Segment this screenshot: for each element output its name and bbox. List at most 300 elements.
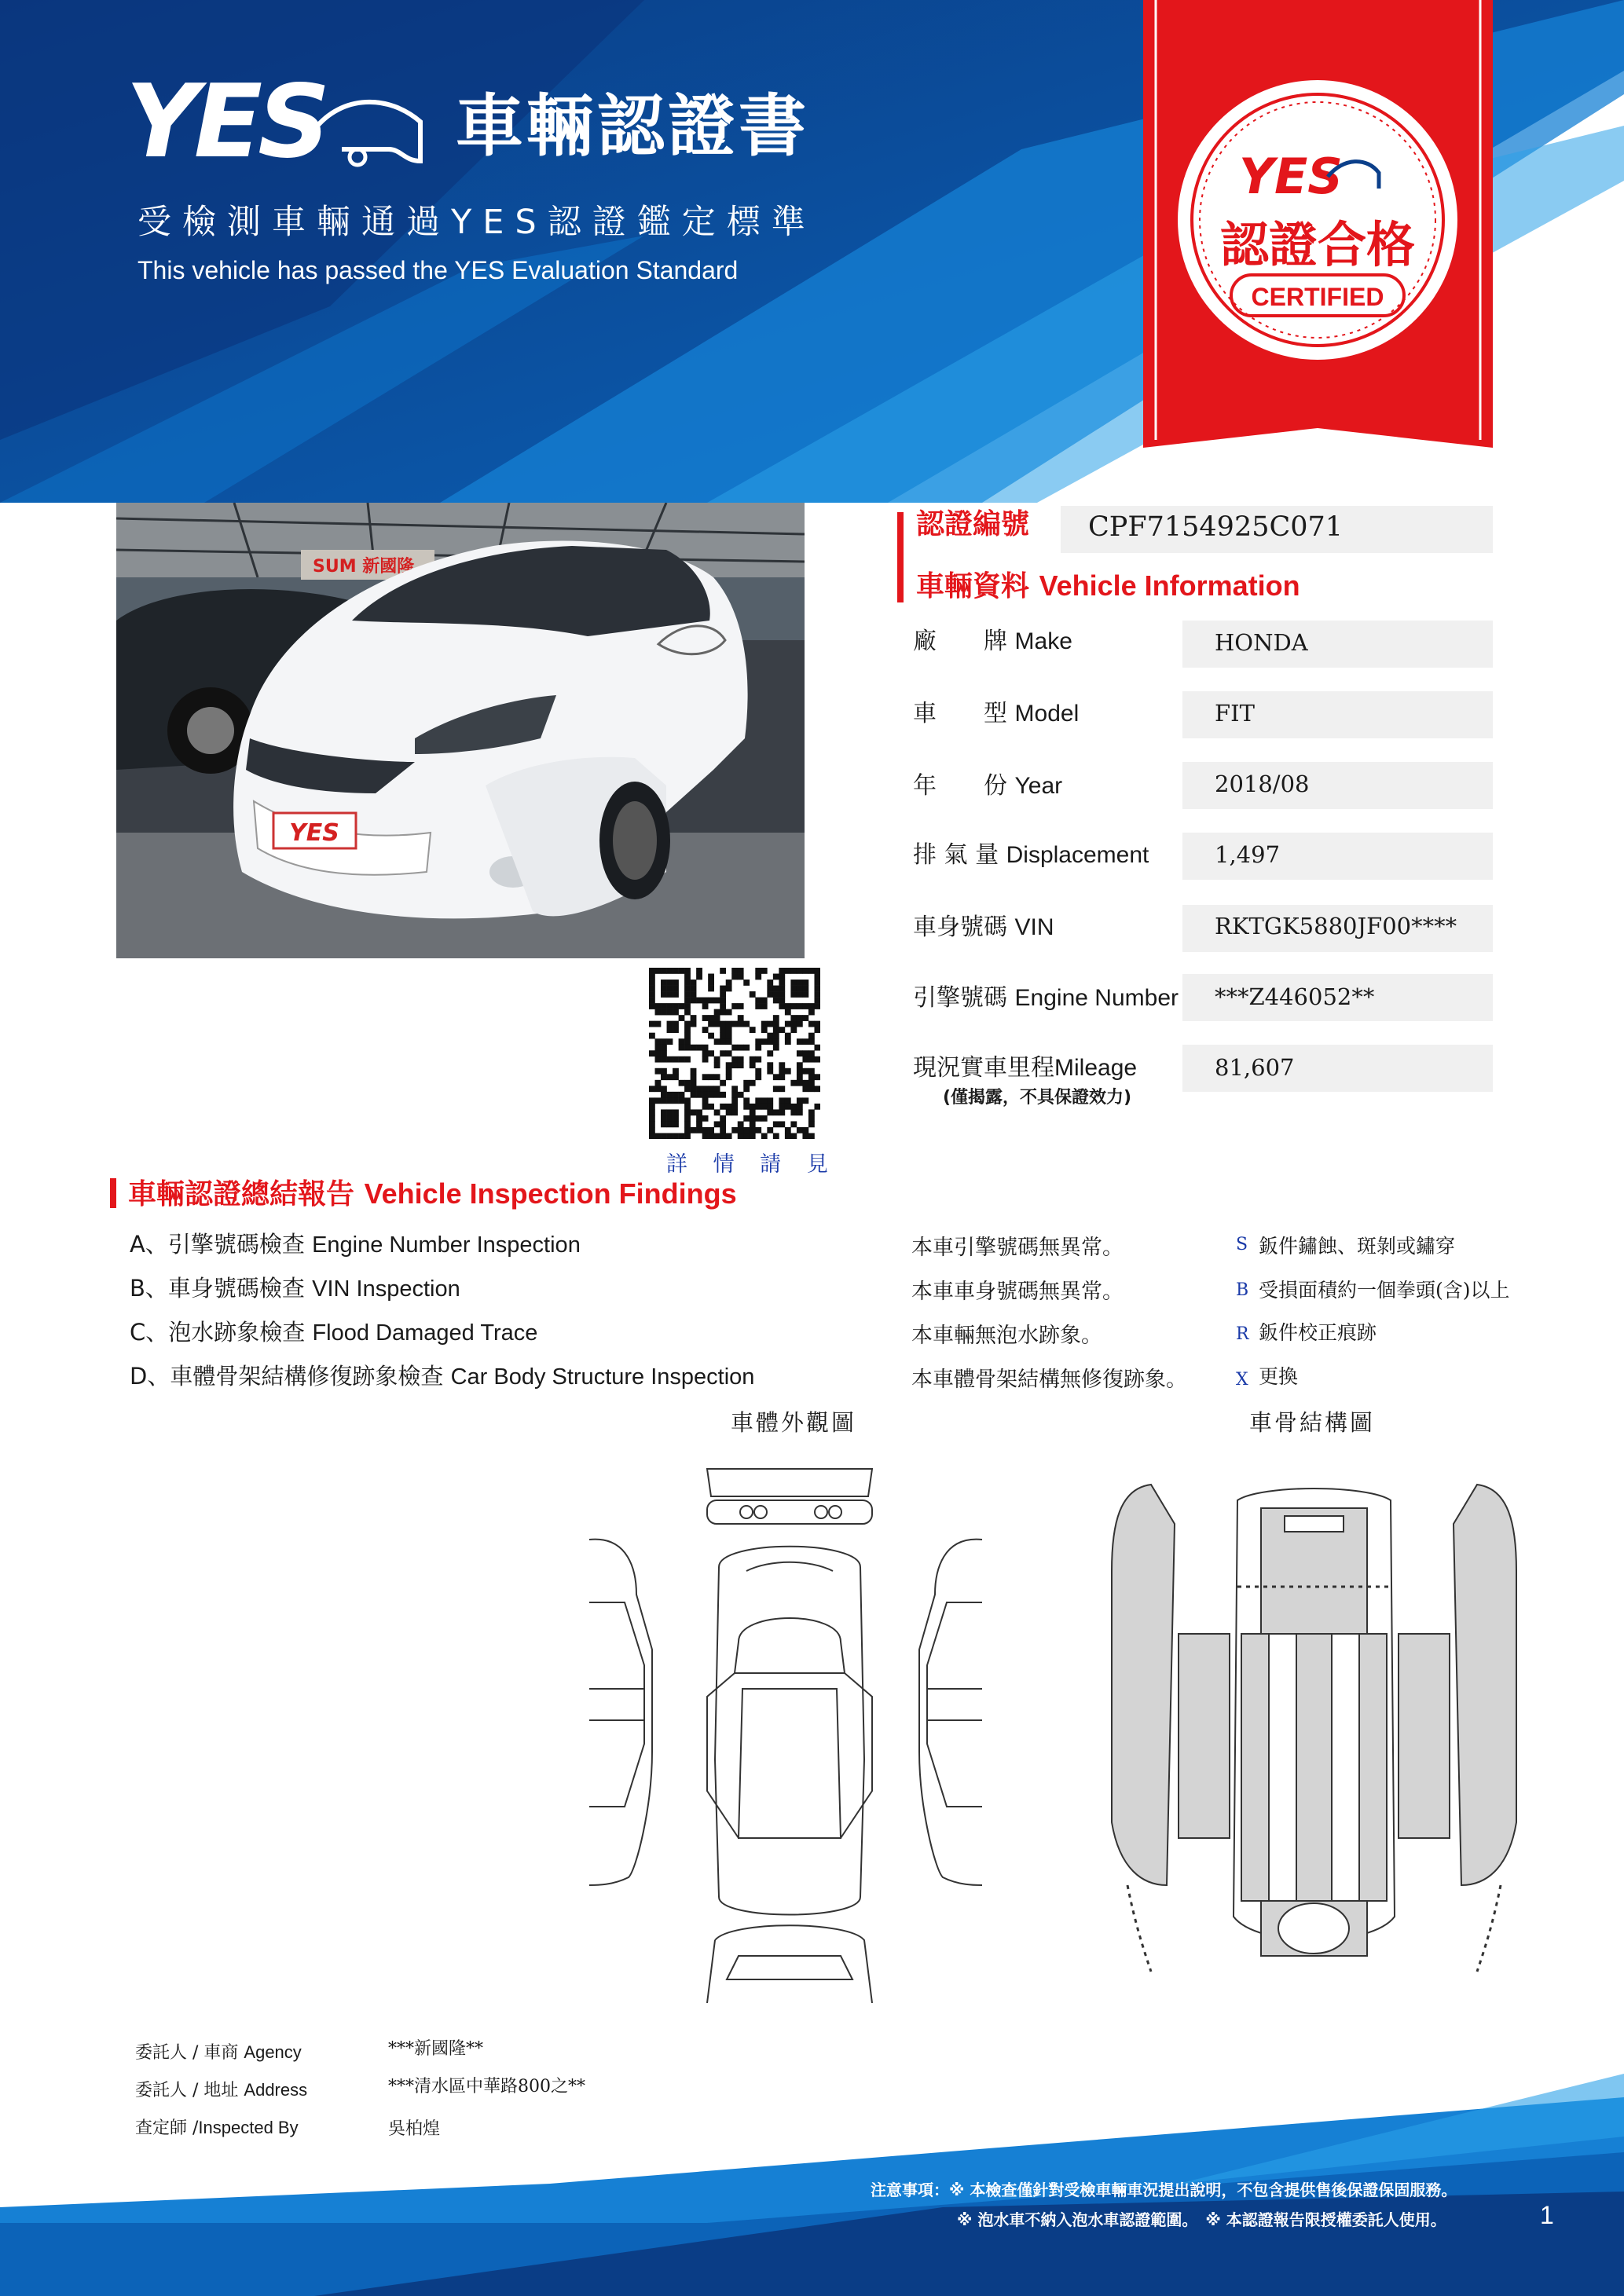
qr-module	[773, 1033, 779, 1039]
qr-module	[808, 1080, 815, 1086]
qr-module	[661, 1074, 667, 1080]
qr-module	[714, 1086, 720, 1092]
finding-item-flood: C、泡水跡象檢查 Flood Damaged Trace	[130, 1319, 538, 1346]
info-label-displacement: 排 氣 量 Displacement	[913, 841, 1149, 869]
qr-module	[661, 1038, 667, 1045]
qr-module	[785, 1003, 791, 1009]
qr-module	[726, 1074, 732, 1080]
qr-module	[738, 1015, 744, 1021]
qr-module	[731, 1021, 738, 1027]
qr-module	[779, 974, 785, 980]
qr-module	[761, 1133, 768, 1139]
footer-banner	[0, 2027, 1624, 2296]
qr-module	[767, 986, 773, 992]
qr-module	[779, 1086, 785, 1092]
qr-module	[720, 968, 726, 974]
qr-module	[673, 1056, 679, 1063]
qr-module	[797, 1074, 803, 1080]
qr-module	[808, 968, 815, 974]
findings-heading-zh: 車輛認證總結報告	[128, 1178, 355, 1210]
qr-module	[785, 968, 791, 974]
qr-module	[773, 1021, 779, 1027]
qr-module	[679, 1097, 685, 1104]
qr-module	[750, 1109, 756, 1115]
qr-module	[661, 1086, 667, 1092]
qr-module	[790, 1133, 797, 1139]
qr-module	[696, 974, 702, 980]
qr-module	[691, 986, 697, 992]
legend-text-s: 鈑件鏽蝕、斑剝或鏽穿	[1259, 1235, 1456, 1258]
qr-module	[691, 1127, 697, 1133]
qr-module	[720, 1115, 726, 1122]
qr-module	[750, 991, 756, 998]
qr-module	[714, 1009, 720, 1016]
qr-module	[738, 1062, 744, 1068]
qr-module	[767, 1038, 773, 1045]
qr-module	[731, 974, 738, 980]
qr-module	[773, 1045, 779, 1051]
qr-module	[814, 1086, 820, 1092]
qr-module	[696, 1115, 702, 1122]
finding-item-engine: A、引擎號碼檢查 Engine Number Inspection	[130, 1231, 581, 1258]
qr-module	[802, 1086, 808, 1092]
qr-module	[755, 974, 761, 980]
qr-module	[708, 1127, 714, 1133]
qr-module	[667, 980, 673, 986]
qr-module	[731, 1109, 738, 1115]
qr-module	[708, 1074, 714, 1080]
qr-module	[731, 1045, 738, 1051]
qr-module	[708, 1021, 714, 1027]
qr-module	[696, 1127, 702, 1133]
qr-module	[785, 1068, 791, 1075]
qr-module	[797, 1097, 803, 1104]
qr-module	[808, 1033, 815, 1039]
qr-module	[649, 1109, 655, 1115]
qr-module	[785, 1127, 791, 1133]
car-swoosh-icon	[310, 86, 428, 173]
qr-module	[761, 1003, 768, 1009]
qr-module	[802, 986, 808, 992]
qr-module	[684, 991, 691, 998]
qr-module	[661, 1121, 667, 1127]
qr-module	[720, 1003, 726, 1009]
qr-module	[814, 1074, 820, 1080]
qr-module	[785, 1009, 791, 1016]
qr-module	[655, 1038, 662, 1045]
qr-module	[684, 1115, 691, 1122]
qr-module	[797, 1127, 803, 1133]
qr-module	[661, 1097, 667, 1104]
mileage-note: (僅揭露，不具保證效力)	[943, 1088, 1132, 1108]
qr-module	[667, 1133, 673, 1139]
qr-module	[649, 1121, 655, 1127]
qr-module	[738, 1021, 744, 1027]
qr-module	[702, 1050, 709, 1056]
qr-module	[731, 1062, 738, 1068]
qr-module	[661, 980, 667, 986]
qr-module	[679, 1056, 685, 1063]
qr-module	[808, 1021, 815, 1027]
qr-module	[714, 1074, 720, 1080]
qr-module	[802, 1050, 808, 1056]
qr-module	[679, 1045, 685, 1051]
qr-module	[708, 1050, 714, 1056]
certified-badge	[1143, 0, 1493, 452]
qr-module	[691, 1080, 697, 1086]
qr-module	[779, 1062, 785, 1068]
qr-module	[673, 1074, 679, 1080]
qr-module	[726, 1133, 732, 1139]
legend-symbol-s: S	[1236, 1235, 1248, 1254]
qr-module	[661, 1068, 667, 1075]
qr-module	[808, 1056, 815, 1063]
qr-module	[785, 1104, 791, 1110]
qr-module	[684, 1104, 691, 1110]
qr-module	[814, 991, 820, 998]
qr-module	[696, 1086, 702, 1092]
qr-module	[679, 1080, 685, 1086]
qr-module	[738, 1133, 744, 1139]
qr-module	[767, 1062, 773, 1068]
qr-module	[814, 986, 820, 992]
qr-module	[773, 974, 779, 980]
qr-module	[808, 1109, 815, 1115]
qr-module	[720, 1080, 726, 1086]
qr-module	[673, 1121, 679, 1127]
qr-module	[720, 1009, 726, 1016]
qr-module	[731, 968, 738, 974]
qr-module	[797, 968, 803, 974]
qr-module	[720, 1033, 726, 1039]
qr-module	[661, 968, 667, 974]
qr-module	[802, 1097, 808, 1104]
notice-line-2: ※ 泡水車不納入泡水車認證範圍。 ※ 本認證報告限授權委託人使用。	[957, 2210, 1446, 2229]
qr-module	[667, 1115, 673, 1122]
qr-code[interactable]	[649, 968, 820, 1139]
qr-module	[755, 1104, 761, 1110]
qr-module	[814, 974, 820, 980]
qr-module	[702, 1104, 709, 1110]
qr-module	[779, 968, 785, 974]
qr-module	[808, 1086, 815, 1092]
qr-module	[779, 1104, 785, 1110]
info-label-make: 廠 牌 Make	[913, 628, 1072, 655]
qr-module	[785, 1097, 791, 1104]
qr-module	[649, 1115, 655, 1122]
qr-module	[661, 1133, 667, 1139]
qr-module	[684, 1009, 691, 1016]
qr-module	[779, 1027, 785, 1033]
qr-module	[696, 1109, 702, 1115]
qr-module	[802, 980, 808, 986]
qr-module	[702, 1086, 709, 1092]
vehicle-photo	[116, 503, 805, 958]
qr-module	[667, 1038, 673, 1045]
qr-module	[773, 1109, 779, 1115]
legend-text-x: 更換	[1259, 1365, 1299, 1388]
qr-module	[785, 1033, 791, 1039]
qr-module	[691, 1092, 697, 1098]
qr-module	[679, 968, 685, 974]
photo-plate: YES	[289, 819, 339, 847]
qr-module	[714, 1121, 720, 1127]
qr-module	[779, 1068, 785, 1075]
qr-module	[661, 1003, 667, 1009]
qr-module	[655, 1021, 662, 1027]
qr-module	[797, 986, 803, 992]
info-value-year: 2018/08	[1215, 771, 1310, 797]
qr-module	[679, 1003, 685, 1009]
info-label-year: 年 份 Year	[913, 772, 1063, 800]
qr-module	[802, 1133, 808, 1139]
qr-module	[797, 1109, 803, 1115]
qr-module	[802, 1080, 808, 1086]
qr-module	[649, 968, 655, 974]
qr-module	[649, 980, 655, 986]
qr-module	[767, 1068, 773, 1075]
qr-module	[702, 1015, 709, 1021]
qr-module	[714, 1056, 720, 1063]
qr-module	[790, 1021, 797, 1027]
qr-module	[726, 1050, 732, 1056]
qr-module	[661, 1115, 667, 1122]
qr-module	[708, 998, 714, 1004]
finding-item-structure: D、車體骨架結構修復跡象檢查 Car Body Structure Inspection	[130, 1363, 755, 1390]
qr-module	[661, 1009, 667, 1016]
qr-module	[702, 1115, 709, 1122]
qr-caption: 詳 情 請 見	[666, 1152, 838, 1177]
qr-module	[808, 1009, 815, 1016]
qr-module	[667, 986, 673, 992]
qr-module	[767, 980, 773, 986]
qr-module	[779, 1109, 785, 1115]
qr-module	[720, 1127, 726, 1133]
qr-module	[755, 998, 761, 1004]
qr-module	[797, 1021, 803, 1027]
qr-module	[661, 1056, 667, 1063]
qr-module	[808, 1115, 815, 1122]
qr-module	[726, 1109, 732, 1115]
qr-module	[673, 968, 679, 974]
qr-module	[714, 1015, 720, 1021]
qr-module	[684, 1097, 691, 1104]
qr-module	[808, 1133, 815, 1139]
qr-module	[814, 998, 820, 1004]
qr-module	[767, 1050, 773, 1056]
qr-module	[779, 991, 785, 998]
qr-module	[790, 1003, 797, 1009]
qr-module	[684, 1080, 691, 1086]
qr-module	[667, 968, 673, 974]
qr-module	[779, 1121, 785, 1127]
qr-module	[779, 998, 785, 1004]
qr-module	[702, 1003, 709, 1009]
qr-module	[714, 1021, 720, 1027]
qr-module	[673, 991, 679, 998]
qr-module	[702, 1056, 709, 1063]
qr-module	[743, 1080, 750, 1086]
qr-module	[714, 1133, 720, 1139]
qr-module	[755, 968, 761, 974]
qr-module	[684, 998, 691, 1004]
info-value-displacement: 1,497	[1215, 841, 1281, 868]
qr-module	[720, 991, 726, 998]
qr-module	[797, 980, 803, 986]
qr-module	[750, 1133, 756, 1139]
qr-module	[655, 1068, 662, 1075]
qr-module	[696, 1092, 702, 1098]
qr-module	[773, 991, 779, 998]
exterior-diagram	[581, 1461, 990, 2003]
info-value-model: FIT	[1215, 700, 1255, 727]
qr-module	[649, 1021, 655, 1027]
qr-module	[667, 1009, 673, 1016]
qr-module	[667, 1056, 673, 1063]
qr-module	[761, 1097, 768, 1104]
qr-module	[750, 1127, 756, 1133]
qr-module	[655, 1056, 662, 1063]
qr-module	[761, 968, 768, 974]
qr-module	[655, 1009, 662, 1016]
qr-module	[667, 1121, 673, 1127]
badge-title: 認證合格	[1219, 216, 1416, 273]
finding-result-vin: 本車車身號碼無異常。	[911, 1280, 1124, 1304]
inspector-label: 查定師 /Inspected By	[135, 2118, 299, 2138]
qr-module	[696, 1121, 702, 1127]
address-value: ***清水區中華路800之**	[388, 2077, 585, 2096]
qr-module	[750, 1080, 756, 1086]
qr-module	[773, 1074, 779, 1080]
qr-module	[755, 1045, 761, 1051]
qr-module	[802, 1038, 808, 1045]
qr-module	[767, 1127, 773, 1133]
qr-module	[708, 1086, 714, 1092]
qr-module	[661, 1092, 667, 1098]
qr-module	[755, 1074, 761, 1080]
qr-module	[726, 1104, 732, 1110]
qr-module	[802, 1068, 808, 1075]
qr-module	[702, 1097, 709, 1104]
legend-symbol-x: X	[1236, 1370, 1248, 1390]
qr-module	[696, 968, 702, 974]
qr-module	[691, 1074, 697, 1080]
qr-module	[673, 1092, 679, 1098]
qr-module	[738, 968, 744, 974]
qr-module	[679, 1015, 685, 1021]
cert-number-label: 認證編號	[916, 508, 1030, 540]
address-label: 委託人 / 地址 Address	[135, 2080, 308, 2100]
qr-module	[802, 991, 808, 998]
qr-module	[649, 1133, 655, 1139]
qr-module	[667, 1027, 673, 1033]
legend-text-b: 受損面積約一個拳頭(含)以上	[1259, 1279, 1510, 1302]
qr-module	[743, 1021, 750, 1027]
qr-module	[684, 1003, 691, 1009]
qr-module	[673, 1009, 679, 1016]
legend-symbol-b: B	[1236, 1280, 1249, 1300]
qr-module	[702, 1133, 709, 1139]
info-value-vin: RKTGK5880JF00****	[1215, 913, 1457, 939]
qr-module	[714, 1092, 720, 1098]
qr-module	[750, 1062, 756, 1068]
qr-module	[767, 1097, 773, 1104]
qr-module	[649, 1097, 655, 1104]
qr-module	[814, 968, 820, 974]
qr-module	[755, 1127, 761, 1133]
qr-module	[661, 1045, 667, 1051]
qr-module	[802, 1127, 808, 1133]
qr-module	[655, 1086, 662, 1092]
qr-module	[750, 1027, 756, 1033]
qr-module	[673, 1068, 679, 1075]
qr-module	[773, 1121, 779, 1127]
qr-module	[708, 980, 714, 986]
qr-module	[761, 1115, 768, 1122]
finding-result-structure: 本車體骨架結構無修復跡象。	[911, 1368, 1187, 1392]
qr-module	[673, 1133, 679, 1139]
finding-result-engine: 本車引擎號碼無異常。	[911, 1236, 1124, 1260]
qr-module	[661, 1050, 667, 1056]
qr-module	[726, 1021, 732, 1027]
qr-module	[720, 998, 726, 1004]
qr-module	[696, 1045, 702, 1051]
qr-module	[684, 1021, 691, 1027]
qr-module	[691, 1015, 697, 1021]
qr-module	[797, 1015, 803, 1021]
info-label-engine-number: 引擎號碼 Engine Number	[913, 984, 1179, 1012]
qr-module	[790, 968, 797, 974]
qr-module	[731, 1104, 738, 1110]
qr-module	[714, 1062, 720, 1068]
qr-module	[808, 1050, 815, 1056]
info-value-engine-number: ***Z446052**	[1215, 983, 1375, 1010]
qr-module	[790, 1121, 797, 1127]
qr-module	[708, 1092, 714, 1098]
qr-module	[673, 1097, 679, 1104]
qr-module	[797, 991, 803, 998]
qr-module	[684, 1027, 691, 1033]
qr-module	[743, 1127, 750, 1133]
qr-module	[720, 1027, 726, 1033]
qr-module	[649, 1104, 655, 1110]
qr-module	[649, 1086, 655, 1092]
qr-module	[790, 1080, 797, 1086]
qr-module	[684, 1033, 691, 1039]
qr-module	[673, 986, 679, 992]
qr-module	[773, 1086, 779, 1092]
qr-module	[750, 1056, 756, 1063]
qr-module	[726, 980, 732, 986]
qr-module	[649, 998, 655, 1004]
qr-module	[679, 1038, 685, 1045]
qr-module	[797, 1003, 803, 1009]
section-marker	[110, 1178, 116, 1208]
qr-module	[790, 986, 797, 992]
qr-module	[767, 991, 773, 998]
cert-number-value: CPF7154925C071	[1088, 511, 1344, 543]
qr-module	[661, 1109, 667, 1115]
qr-module	[673, 1021, 679, 1027]
qr-module	[790, 1109, 797, 1115]
qr-module	[720, 1092, 726, 1098]
qr-module	[755, 1115, 761, 1122]
qr-module	[708, 974, 714, 980]
qr-module	[731, 1092, 738, 1098]
qr-module	[802, 1003, 808, 1009]
qr-module	[755, 1068, 761, 1075]
qr-module	[714, 1109, 720, 1115]
